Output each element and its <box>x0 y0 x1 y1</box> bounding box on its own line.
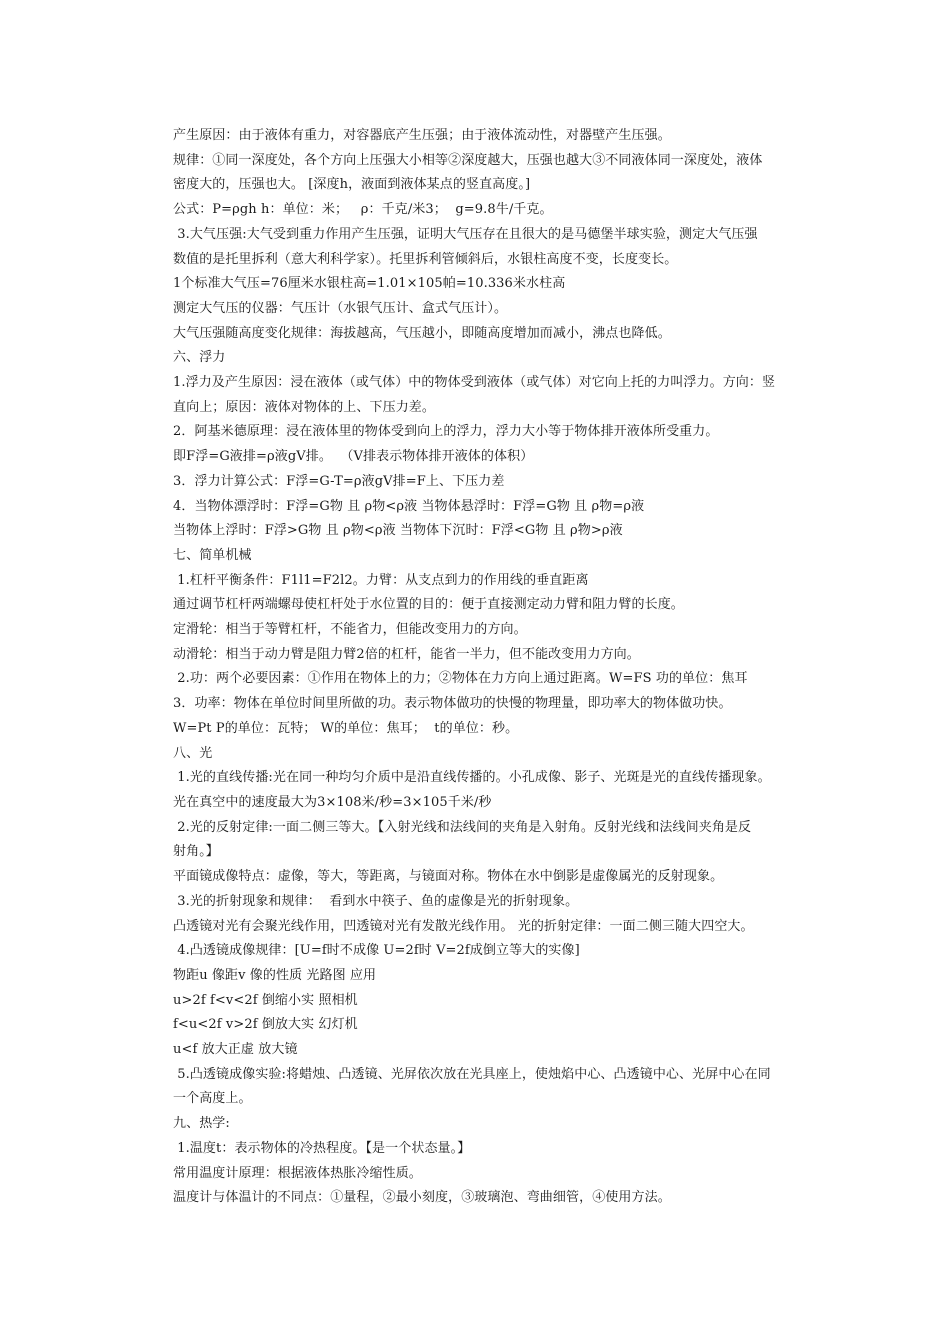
text-line: 大气压强随高度变化规律：海拔越高，气压越小，即随高度增加而减小，沸点也降低。 <box>173 325 671 341</box>
text-line: 1.光的直线传播:光在同一种均匀介质中是沿直线传播的。小孔成像、影子、光斑是光的直线传播现象。 <box>173 770 771 786</box>
text-line: 3．功率：物体在单位时间里所做的功。表示物体做功的快慢的物理量，即功率大的物体做功快。 <box>173 696 732 712</box>
text-line: 1.温度t：表示物体的冷热程度。【是一个状态量。】 <box>173 1140 471 1156</box>
text-line: 公式：P=ρgh h：单位：米； ρ：千克/米3； g=9.8牛/千克。 <box>173 202 553 218</box>
text-line: 通过调节杠杆两端螺母使杠杆处于水位置的目的：便于直接测定动力臂和阻力臂的长度。 <box>173 597 684 613</box>
text-line: 规律：①同一深度处，各个方向上压强大小相等②深度越大，压强也越大③不同液体同一深度处，液体 <box>173 152 763 168</box>
text-line: 1.杠杆平衡条件：F1l1=F2l2。力臂：从支点到力的作用线的垂直距离 <box>173 572 589 588</box>
text-line: 数值的是托里拆利（意大利科学家）。托里拆利管倾斜后，水银柱高度不变，长度变长。 <box>173 251 678 267</box>
text-line: 密度大的，压强也大。 [深度h，液面到液体某点的竖直高度。] <box>173 177 531 193</box>
text-line: 测定大气压的仪器：气压计（水银气压计、盒式气压计）。 <box>173 300 508 316</box>
text-line: 1.浮力及产生原因：浸在液体（或气体）中的物体受到液体（或气体）对它向上托的力叫浮力。方向：竖 <box>173 375 776 391</box>
text-line: 4．当物体漂浮时：F浮=G物 且 ρ物<ρ液 当物体悬浮时：F浮=G物 且 ρ物=ρ液 <box>173 498 645 514</box>
text-line: 射角。】 <box>173 844 219 860</box>
text-line: 4.凸透镜成像规律：[U=f时不成像 U=2f时 V=2f成倒立等大的实像] <box>173 943 580 959</box>
text-line: 平面镜成像特点：虚像，等大，等距离，与镜面对称。物体在水中倒影是虚像属光的反射现象。 <box>173 869 724 885</box>
text-line: 一个高度上。 <box>173 1091 252 1107</box>
text-line: u<f 放大正虚 放大镜 <box>173 1042 298 1058</box>
text-line: u>2f f<v<2f 倒缩小实 照相机 <box>173 992 358 1008</box>
text-line: 温度计与体温计的不同点：①量程，②最小刻度，③玻璃泡、弯曲细管，④使用方法。 <box>173 1190 671 1206</box>
text-line: 2.光的反射定律:一面二侧三等大。【入射光线和法线间的夹角是入射角。反射光线和法线间夹角是反 <box>173 819 752 835</box>
text-line: 凸透镜对光有会聚光线作用，凹透镜对光有发散光线作用。 光的折射定律：一面二侧三随大四空大。 <box>173 918 754 934</box>
text-line: 产生原因：由于液体有重力，对容器底产生压强；由于液体流动性，对器壁产生压强。 <box>173 128 671 143</box>
text-line: 当物体上浮时：F浮>G物 且 ρ物<ρ液 当物体下沉时：F浮<G物 且 ρ物>ρ液 <box>173 523 623 539</box>
text-line: 即F浮=G液排=ρ液gV排。 （V排表示物体排开液体的体积） <box>173 449 534 465</box>
text-line: 2．阿基米德原理：浸在液体里的物体受到向上的浮力，浮力大小等于物体排开液体所受重力。 <box>173 424 719 440</box>
text-line: 常用温度计原理：根据液体热胀冷缩性质。 <box>173 1165 422 1181</box>
text-line: 八、光 <box>173 745 213 761</box>
text-line: 3．浮力计算公式：F浮=G-T=ρ液gV排=F上、下压力差 <box>173 473 505 489</box>
text-line: 2.功：两个必要因素：①作用在物体上的力；②物体在力方向上通过距离。W=FS 功的单位：焦耳 <box>173 671 748 687</box>
text-line: 直向上；原因：液体对物体的上、下压力差。 <box>173 399 436 415</box>
document-body <box>173 124 813 1211</box>
text-line: 动滑轮：相当于动力臂是阻力臂2倍的杠杆，能省一半力，但不能改变用力方向。 <box>173 646 640 662</box>
text-line: 1个标准大气压=76厘米水银柱高=1.01×105帕=10.336米水柱高 <box>173 276 566 292</box>
text-line: 光在真空中的速度最大为3×108米/秒=3×105千米/秒 <box>173 794 492 810</box>
text-line: W=Pt P的单位：瓦特； W的单位：焦耳； t的单位：秒。 <box>173 720 519 736</box>
text-line: 六、浮力 <box>173 350 226 366</box>
text-line: 5.凸透镜成像实验:将蜡烛、凸透镜、光屏依次放在光具座上，使烛焰中心、凸透镜中心、光屏中心在同 <box>173 1066 771 1082</box>
text-line: f<u<2f v>2f 倒放大实 幻灯机 <box>173 1017 358 1033</box>
text-line: 物距u 像距v 像的性质 光路图 应用 <box>173 967 377 983</box>
text-line: 3.光的折射现象和规律： 看到水中筷子、鱼的虚像是光的折射现象。 <box>173 893 579 909</box>
text-line: 3.大气压强:大气受到重力作用产生压强，证明大气压存在且很大的是马德堡半球实验，测定大气压强 <box>173 226 758 242</box>
text-line: 七、简单机械 <box>173 547 252 563</box>
text-line: 定滑轮：相当于等臂杠杆，不能省力，但能改变用力的方向。 <box>173 622 527 638</box>
text-line: 九、热学: <box>173 1116 230 1132</box>
